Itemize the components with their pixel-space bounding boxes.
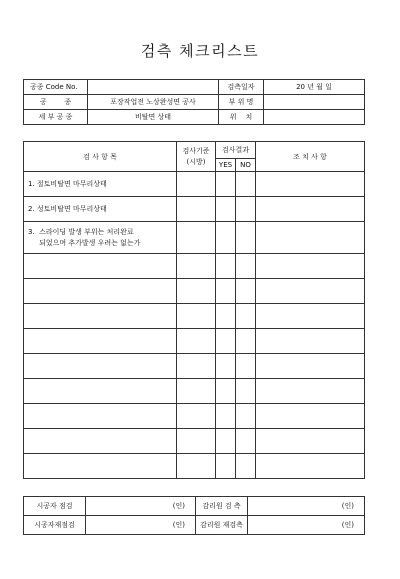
- yes-cell[interactable]: [216, 404, 236, 429]
- table-row: [24, 429, 365, 454]
- standard-cell[interactable]: [177, 329, 216, 354]
- no-cell[interactable]: [236, 329, 256, 354]
- table-row: [24, 304, 365, 329]
- check-item: [24, 354, 177, 379]
- check-item: [24, 379, 177, 404]
- signoff-label: 감리원 검 측: [196, 497, 248, 516]
- table-row: [24, 172, 365, 197]
- result-header: 검사결과: [216, 142, 256, 159]
- action-cell[interactable]: [256, 172, 365, 197]
- yes-cell[interactable]: [216, 329, 236, 354]
- info-value[interactable]: [88, 80, 219, 95]
- seal-field[interactable]: (인): [86, 516, 196, 535]
- action-cell[interactable]: [256, 197, 365, 222]
- info-label: 검측일자: [219, 80, 264, 95]
- no-cell[interactable]: [236, 279, 256, 304]
- info-label: 위 치: [219, 110, 264, 125]
- table-row: [24, 222, 365, 254]
- signoff-row: [24, 516, 365, 535]
- check-item: [24, 254, 177, 279]
- standard-header: 검사기준 (시방): [177, 142, 216, 172]
- standard-cell[interactable]: [177, 354, 216, 379]
- table-row: [24, 254, 365, 279]
- checklist-header-row: [24, 142, 365, 159]
- info-row: [24, 80, 365, 95]
- action-cell[interactable]: [256, 222, 365, 254]
- info-value[interactable]: [264, 110, 365, 125]
- standard-cell[interactable]: [177, 279, 216, 304]
- no-cell[interactable]: [236, 254, 256, 279]
- standard-cell[interactable]: [177, 222, 216, 254]
- no-cell[interactable]: [236, 404, 256, 429]
- no-cell[interactable]: [236, 197, 256, 222]
- table-row: [24, 329, 365, 354]
- no-cell[interactable]: [236, 172, 256, 197]
- no-cell[interactable]: [236, 304, 256, 329]
- action-cell[interactable]: [256, 429, 365, 454]
- standard-cell[interactable]: [177, 172, 216, 197]
- action-cell[interactable]: [256, 279, 365, 304]
- signoff-row: [24, 497, 365, 516]
- signoff-label: 시공자재점검: [24, 516, 86, 535]
- standard-cell[interactable]: [177, 379, 216, 404]
- signoff-label: 감리원 재검측: [196, 516, 248, 535]
- yes-cell[interactable]: [216, 172, 236, 197]
- table-row: [24, 379, 365, 404]
- standard-cell[interactable]: [177, 404, 216, 429]
- check-item: 1. 절토비탈면 마무리상태: [24, 172, 177, 197]
- check-item: [24, 454, 177, 479]
- yes-cell[interactable]: [216, 429, 236, 454]
- seal-field[interactable]: (인): [86, 497, 196, 516]
- table-row: [24, 279, 365, 304]
- yes-header: YES: [216, 159, 236, 172]
- yes-cell[interactable]: [216, 379, 236, 404]
- no-cell[interactable]: [236, 354, 256, 379]
- table-row: [24, 197, 365, 222]
- no-cell[interactable]: [236, 429, 256, 454]
- no-cell[interactable]: [236, 454, 256, 479]
- info-label: 공종 Code No.: [24, 80, 88, 95]
- yes-cell[interactable]: [216, 279, 236, 304]
- item-header: 검 사 항 목: [24, 142, 177, 172]
- standard-cell[interactable]: [177, 429, 216, 454]
- check-item: [24, 279, 177, 304]
- action-cell[interactable]: [256, 329, 365, 354]
- yes-cell[interactable]: [216, 354, 236, 379]
- info-row: [24, 95, 365, 110]
- signoff-table: [23, 496, 365, 535]
- checklist-table: [23, 141, 365, 479]
- action-cell[interactable]: [256, 454, 365, 479]
- info-value[interactable]: 20 년 월 일: [264, 80, 365, 95]
- action-cell[interactable]: [256, 404, 365, 429]
- yes-cell[interactable]: [216, 454, 236, 479]
- action-cell[interactable]: [256, 304, 365, 329]
- yes-cell[interactable]: [216, 222, 236, 254]
- action-cell[interactable]: [256, 254, 365, 279]
- action-header: 조 치 사 항: [256, 142, 365, 172]
- yes-cell[interactable]: [216, 254, 236, 279]
- standard-cell[interactable]: [177, 304, 216, 329]
- table-row: [24, 404, 365, 429]
- action-cell[interactable]: [256, 354, 365, 379]
- check-item: 2. 성토비탈면 마무리상태: [24, 197, 177, 222]
- info-label: 세 부 공 종: [24, 110, 88, 125]
- signoff-label: 시공자 점검: [24, 497, 86, 516]
- info-label: 부 위 명: [219, 95, 264, 110]
- check-item: [24, 329, 177, 354]
- no-cell[interactable]: [236, 379, 256, 404]
- no-cell[interactable]: [236, 222, 256, 254]
- check-item: [24, 304, 177, 329]
- table-row: [24, 454, 365, 479]
- info-label: 공 종: [24, 95, 88, 110]
- check-item: 3. 스라이딩 발생 부위는 처리완료 되었으며 추가발생 우려는 없는가: [24, 222, 177, 254]
- info-value[interactable]: 포장작업전 노상완성면 공사: [88, 95, 219, 110]
- check-item: [24, 429, 177, 454]
- page-title: 검측 체크리스트: [140, 42, 260, 60]
- info-value[interactable]: [264, 95, 365, 110]
- yes-cell[interactable]: [216, 304, 236, 329]
- seal-field[interactable]: (인): [248, 516, 365, 535]
- info-row: [24, 110, 365, 125]
- table-row: [24, 354, 365, 379]
- seal-field[interactable]: (인): [248, 497, 365, 516]
- no-header: NO: [236, 159, 256, 172]
- standard-cell[interactable]: [177, 454, 216, 479]
- standard-cell[interactable]: [177, 197, 216, 222]
- info-value[interactable]: 비탈면 상태: [88, 110, 219, 125]
- action-cell[interactable]: [256, 379, 365, 404]
- yes-cell[interactable]: [216, 197, 236, 222]
- info-table: [23, 79, 365, 125]
- standard-cell[interactable]: [177, 254, 216, 279]
- check-item: [24, 404, 177, 429]
